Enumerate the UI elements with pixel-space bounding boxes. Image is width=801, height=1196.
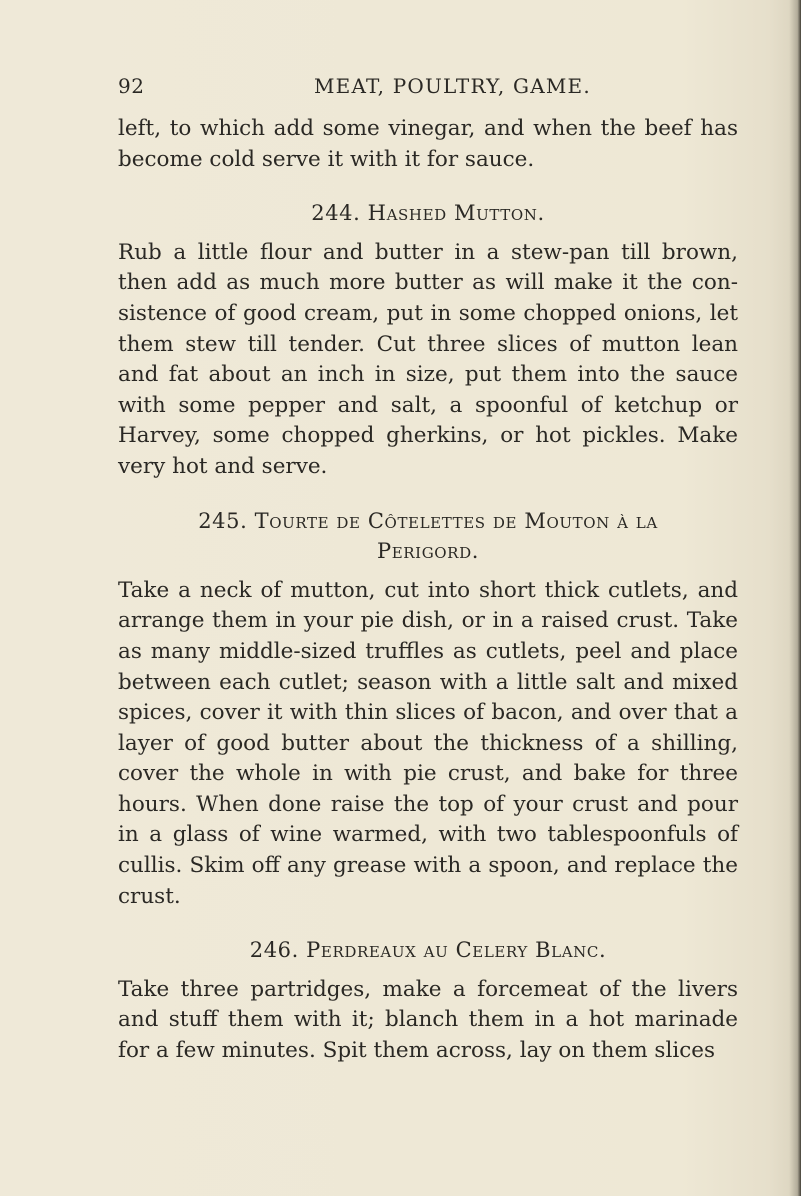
recipe-body: Take three partridges, make a forcemeat of the livers and stuff them with it; blanch them in a hot marinade for a few minutes. Spit them across, lay on them slices xyxy=(118,976,738,1064)
recipe-244 xyxy=(118,198,738,482)
recipe-245 xyxy=(118,506,738,913)
recipe-body: Take a neck of mutton, cut into short thick cutlets, and arrange them in your pie dish, or in a raised crust. Take as many middle-sized truffles as cutlets, peel and place between each cutlet; season with a little salt and mixed spices, cover it with thin slices of bacon, and over that a layer of good butter about the thickness of a shilling, cover the whole in with pie crust, and bake for three hours. When done raise the top of your crust and pour in a glass of wine warmed, with two tablespoonfuls of cullis. Skim off any grease with a spoon, and replace the crust. xyxy=(118,577,738,909)
spacer xyxy=(118,567,738,576)
spacer xyxy=(118,912,738,935)
recipe-246 xyxy=(118,935,738,1066)
recipe-body: Rub a little flour and butter in a stew-pan till brown, then add as much more butter as will make it the consistence of good cream, put in some chopped onions, let them stew till tender. Cut three slices of mutton lean and fat about an inch in size, put them into the sauce with some pepper and salt, a spoonful of ketchup or Harvey, some chopped gherkins, or hot pickles. Make very hot and serve. xyxy=(118,239,738,479)
running-title: MEAT, POULTRY, GAME. xyxy=(314,74,591,98)
recipe-heading: 244. Hashed Mutton. xyxy=(311,201,545,226)
spacer xyxy=(118,229,738,238)
page-edge-shadow xyxy=(789,0,801,1196)
opening-paragraph: left, to which add some vinegar, and when the beef has become cold serve it with it for sauce. xyxy=(118,116,738,172)
recipe-heading: 246. Perdreaux au Celery Blanc. xyxy=(249,938,607,963)
spacer xyxy=(118,175,738,198)
page-header xyxy=(118,74,738,104)
spacer xyxy=(118,966,738,975)
page-body xyxy=(118,114,738,1067)
recipe-heading-continued: Perigord. xyxy=(377,539,479,564)
spacer xyxy=(118,483,738,506)
page-number: 92 xyxy=(118,74,145,98)
recipe-heading: 245. Tourte de Côtelettes de Mouton à la xyxy=(198,508,658,533)
